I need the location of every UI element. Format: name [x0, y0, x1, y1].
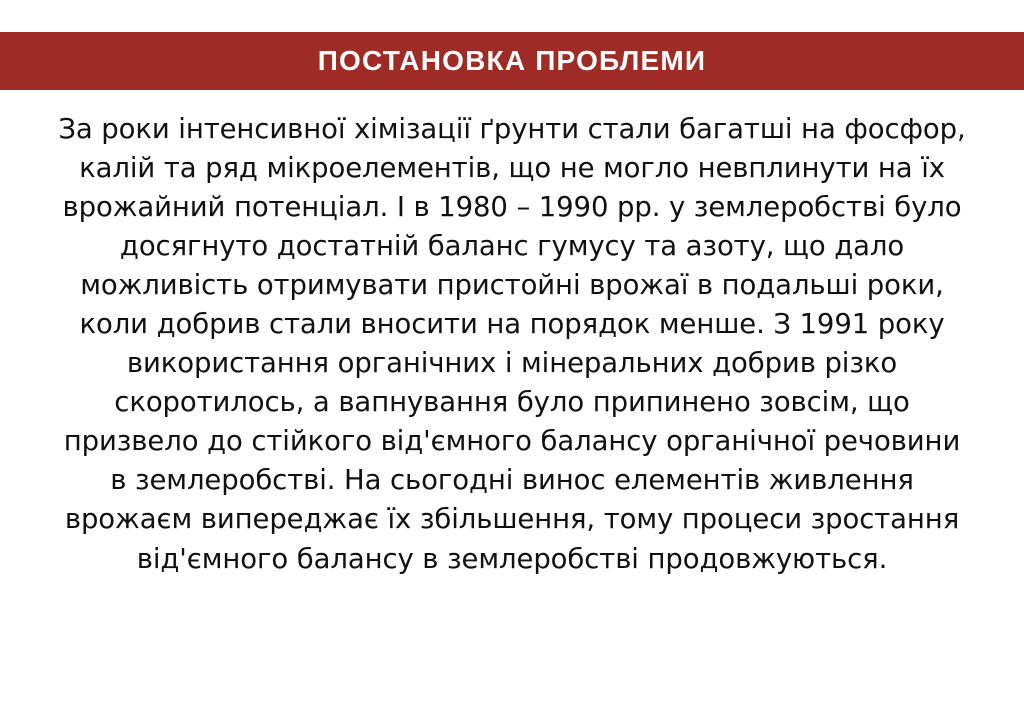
slide-body-container	[56, 110, 968, 690]
page-title: ПОСТАНОВКА ПРОБЛЕМИ	[317, 45, 707, 76]
slide-title-bar	[0, 32, 1024, 90]
slide-body-text: За роки інтенсивної хімізації ґрунти стали багатші на фосфор, калій та ряд мікроелементів, що не могло невплинути на їх врожайний потенціал. І в 1980 – 1990 рр. у землеробстві було досягнуто достатній баланс гумусу та азоту, що дало можливість отримувати пристойні врожаї в подальші роки, коли добрив стали вносити на порядок менше. З 1991 року використання органічних і мінеральних добрив різко скоротилось, а вапнування було припинено зовсім, що призвело до стійкого від'ємного балансу органічної речовини в землеробстві. На сьогодні винос елементів живлення врожаєм випереджає їх збільшення, тому процеси зростання від'ємного балансу в землеробстві продовжуються.	[58, 113, 966, 575]
